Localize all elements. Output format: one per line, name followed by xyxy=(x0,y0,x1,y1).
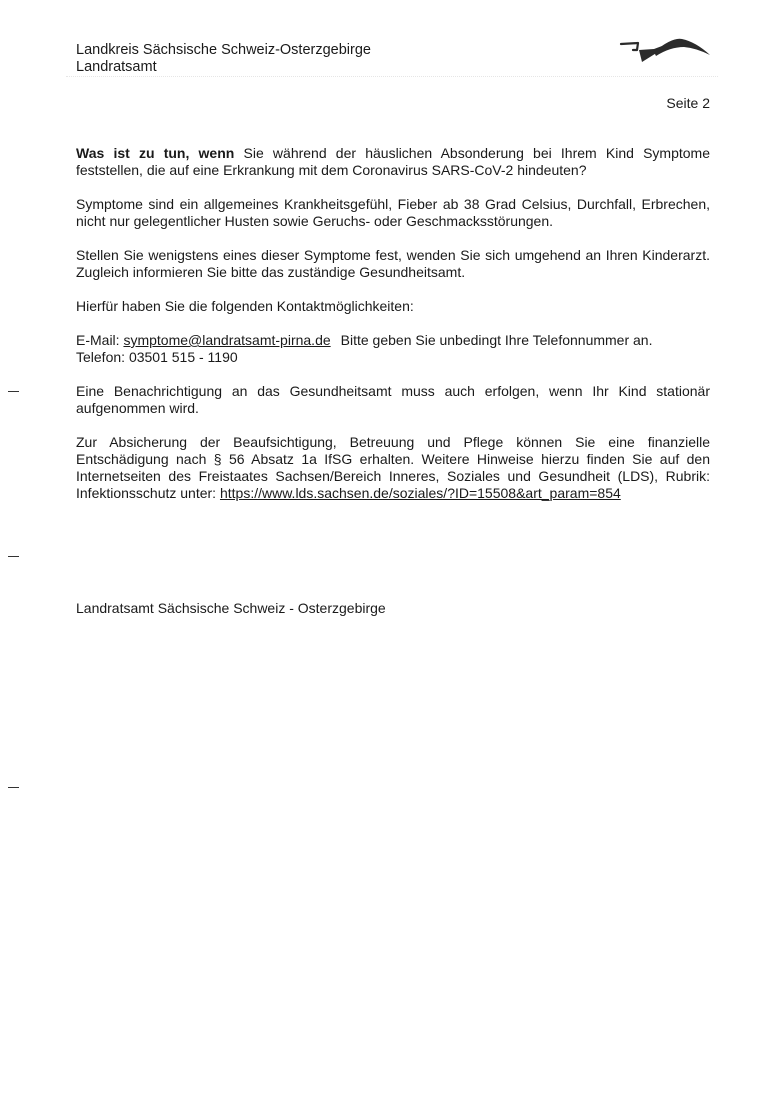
department-name: Landratsamt xyxy=(76,59,157,75)
paragraph-contact-intro: Hierfür haben Sie die folgenden Kontaktmöglichkeiten: xyxy=(76,298,414,314)
paragraph-instructions: Stellen Sie wenigstens eines dieser Symptome fest, wenden Sie sich umgehend an Ihren Kinderarzt. Zugleich informieren Sie bitte das zuständige Gesundheitsamt. xyxy=(76,247,710,280)
lds-link[interactable]: https://www.lds.sachsen.de/soziales/?ID=15508&art_param=854 xyxy=(219,485,621,501)
paragraph-hospital-notice: Eine Benachrichtigung an das Gesundheitsamt muss auch erfolgen, wenn Ihr Kind stationär aufgenommen wird. xyxy=(76,383,710,416)
fold-mark-bottom xyxy=(8,787,19,788)
footer-organization: Landratsamt Sächsische Schweiz - Osterzgebirge xyxy=(76,600,386,616)
page-number: Seite 2 xyxy=(666,95,710,111)
organization-name: Landkreis Sächsische Schweiz-Osterzgebirge xyxy=(76,42,371,58)
email-label: E-Mail: xyxy=(76,332,124,348)
district-logo-icon xyxy=(618,36,712,70)
paragraph-symptom-question xyxy=(76,145,710,179)
paragraph-symptoms: Symptome sind ein allgemeines Krankheitsgefühl, Fieber ab 38 Grad Celsius, Durchfall, Erbrechen, nicht nur gelegentlicher Husten sowie Geruchs- oder Geschmacksstörungen. xyxy=(76,196,710,229)
letter-body xyxy=(76,145,710,519)
question-lead: Was ist zu tun, wenn xyxy=(76,145,235,161)
email-link[interactable]: symptome@landratsamt-pirna.de xyxy=(123,332,331,348)
phone-number: 03501 515 - 1190 xyxy=(128,349,238,365)
paragraph-compensation xyxy=(76,434,710,502)
question-text: Sie während der häuslichen Absonderung bei Ihrem Kind Symptome feststellen, die auf eine Erkrankung mit dem Coronavirus SARS-CoV-2 hindeuten? xyxy=(76,145,710,178)
email-line xyxy=(76,332,652,348)
fold-mark-top xyxy=(8,391,19,392)
compensation-text: Zur Absicherung der Beaufsichtigung, Betreuung und Pflege können Sie eine finanzielle Entschädigung nach § 56 Absatz 1a IfSG erhalten. Weitere Hinweise hierzu finden Sie auf den Internetseiten des Freistaates Sachsen/Bereich Inneres, Soziales und Gesundheit (LDS), Rubrik: Infektionsschutz unter: xyxy=(76,434,710,501)
letterhead xyxy=(76,42,371,76)
phone-label: Telefon: xyxy=(76,349,129,365)
phone-line xyxy=(76,349,238,365)
punch-mark xyxy=(8,556,19,557)
header-divider xyxy=(66,76,718,77)
contact-block xyxy=(76,332,710,366)
email-note: Bitte geben Sie unbedingt Ihre Telefonnummer an. xyxy=(340,332,653,348)
